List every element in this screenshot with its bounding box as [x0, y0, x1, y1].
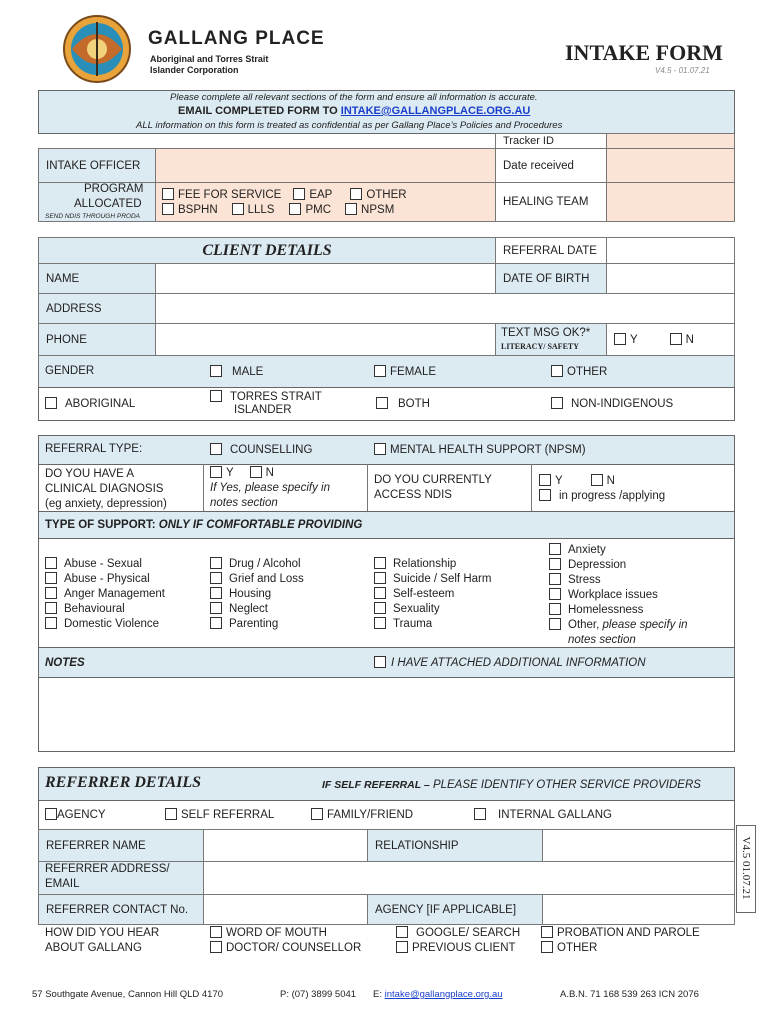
support-checkbox[interactable] — [549, 588, 561, 600]
referrer-address-label-2: EMAIL — [45, 878, 80, 890]
ndis-no-label: N — [606, 475, 615, 487]
npsm-label: NPSM — [361, 204, 395, 216]
internal-option — [474, 808, 612, 821]
healing-team-field[interactable] — [606, 182, 735, 222]
both-label: BOTH — [398, 398, 430, 410]
diagnosis-col-divider — [203, 464, 204, 512]
notice-line-2 — [178, 105, 530, 117]
gender-female — [374, 365, 436, 378]
program-options-row-1 — [162, 188, 407, 201]
support-other-note: please specify in — [602, 619, 688, 631]
ndis-label-1: DO YOU CURRENTLY — [374, 474, 492, 486]
text-msg-yes-label: Y — [630, 334, 638, 346]
support-checkbox[interactable] — [374, 587, 386, 599]
support-checkbox[interactable] — [549, 573, 561, 585]
diagnosis-yes-label: Y — [226, 467, 234, 479]
send-ndis-note: SEND NDIS THROUGH PRODA — [45, 213, 140, 220]
mental-health-label: MENTAL HEALTH SUPPORT (NPSM) — [390, 444, 586, 456]
agency-label: AGENCY — [57, 809, 106, 821]
support-col-1 — [45, 557, 165, 632]
diagnosis-yes-checkbox[interactable] — [210, 466, 222, 478]
phone-label: PHONE — [46, 333, 87, 346]
support-label: Suicide / Self Harm — [393, 573, 492, 585]
support-label: Behavioural — [64, 603, 125, 615]
hear-col-2 — [396, 926, 520, 956]
footer-phone: P: (07) 3899 5041 — [280, 989, 357, 1000]
support-col-3 — [374, 557, 491, 632]
support-item — [374, 602, 491, 617]
intake-officer-label: INTAKE OFFICER — [46, 159, 141, 172]
aboriginal-option — [45, 397, 135, 410]
word-of-mouth-option — [210, 926, 361, 941]
both-option — [376, 397, 430, 410]
support-checkbox[interactable] — [45, 602, 57, 614]
support-label: Sexuality — [393, 603, 440, 615]
family-option — [311, 808, 413, 821]
counselling-label: COUNSELLING — [230, 444, 313, 456]
fee-for-service-label: FEE FOR SERVICE — [178, 189, 282, 201]
diagnosis-note-2: notes section — [210, 497, 278, 509]
previous-client-label: PREVIOUS CLIENT — [412, 942, 516, 954]
support-checkbox[interactable] — [210, 602, 222, 614]
support-type-title — [45, 519, 362, 531]
support-other-checkbox[interactable] — [549, 618, 561, 630]
diagnosis-options — [210, 466, 274, 479]
ndis-progress-label: in progress /applying — [559, 490, 666, 502]
probation-option — [541, 926, 700, 941]
support-label: Stress — [568, 574, 601, 586]
non-indigenous-label: NON-INDIGENOUS — [571, 398, 674, 410]
self-referral-note-bold: IF SELF REFERRAL – — [322, 779, 430, 791]
support-item — [45, 602, 165, 617]
support-item — [45, 572, 165, 587]
support-label: Anger Management — [64, 588, 166, 600]
ndis-options — [539, 474, 615, 487]
notice-line-3: ALL information on this form is treated as confidential as per Gallang Place’s Policies and Procedures — [136, 120, 563, 131]
ndis-label-2: ACCESS NDIS — [374, 489, 452, 501]
support-label: Abuse - Physical — [64, 573, 150, 585]
self-referral-option — [165, 808, 274, 821]
gender-other — [551, 365, 607, 378]
support-checkbox[interactable] — [549, 558, 561, 570]
family-label: FAMILY/FRIEND — [327, 809, 414, 821]
self-referral-checkbox[interactable] — [165, 808, 177, 820]
support-checkbox[interactable] — [374, 557, 386, 569]
diagnosis-label-2: CLINICAL DIAGNOSIS — [45, 483, 164, 495]
support-other-label: Other, — [568, 619, 603, 631]
referrer-name-label-cell — [38, 829, 204, 862]
diagnosis-note-1: If Yes, please specify in — [210, 482, 330, 494]
support-item — [549, 603, 688, 618]
form-title: INTAKE FORM — [565, 40, 723, 65]
tracker-id-field[interactable] — [606, 133, 735, 149]
npsm-checkbox[interactable] — [345, 203, 357, 215]
support-item — [549, 558, 688, 573]
version-label: V4.5 - 01.07.21 — [655, 66, 710, 75]
support-item — [549, 588, 688, 603]
female-checkbox[interactable] — [374, 365, 386, 377]
doctor-label: DOCTOR/ COUNSELLOR — [226, 942, 362, 954]
referral-date-label: REFERRAL DATE — [503, 244, 597, 257]
support-col-4 — [549, 543, 688, 648]
support-label: Anxiety — [568, 544, 606, 556]
support-label: Abuse - Sexual — [64, 558, 142, 570]
previous-client-option — [396, 941, 520, 956]
male-checkbox[interactable] — [210, 365, 222, 377]
google-label: GOOGLE/ SEARCH — [416, 927, 521, 939]
doctor-option — [210, 941, 361, 956]
footer-email-label: E: — [373, 989, 385, 1000]
notice-email-prefix: EMAIL COMPLETED FORM TO — [178, 105, 341, 117]
ndis-progress-checkbox[interactable] — [539, 489, 551, 501]
support-item — [549, 543, 688, 558]
support-other-note-2: notes section — [568, 634, 636, 646]
self-referral-note-italic: PLEASE IDENTIFY OTHER SERVICE PROVIDERS — [432, 779, 701, 791]
support-checkbox[interactable] — [45, 617, 57, 629]
tracker-id-label: Tracker ID — [503, 135, 554, 147]
support-item — [45, 617, 165, 632]
diagnosis-label-3: (eg anxiety, depression) — [45, 498, 167, 510]
mental-health-option — [374, 443, 586, 456]
gender-label: GENDER — [45, 365, 95, 377]
support-label: Drug / Alcohol — [229, 558, 301, 570]
non-indigenous-option — [551, 397, 673, 410]
agency-if-label: AGENCY [IF APPLICABLE] — [375, 903, 517, 916]
support-label: Depression — [568, 559, 627, 571]
hear-col-3 — [541, 926, 700, 956]
intake-officer-label-cell — [38, 148, 156, 183]
support-checkbox[interactable] — [210, 572, 222, 584]
diagnosis-no-checkbox[interactable] — [250, 466, 262, 478]
internal-label: INTERNAL GALLANG — [498, 809, 612, 821]
female-label: FEMALE — [390, 366, 437, 378]
tsi-checkbox[interactable] — [210, 390, 222, 402]
support-checkbox[interactable] — [374, 602, 386, 614]
self-referral-label: SELF REFERRAL — [181, 809, 275, 821]
text-msg-options — [614, 333, 694, 346]
fee-for-service-checkbox[interactable] — [162, 188, 174, 200]
diagnosis-no-label: N — [265, 467, 274, 479]
eap-label: EAP — [309, 189, 333, 201]
support-checkbox[interactable] — [45, 587, 57, 599]
support-item — [210, 602, 304, 617]
support-item — [210, 617, 304, 632]
support-checkbox[interactable] — [374, 617, 386, 629]
notes-field[interactable] — [38, 677, 735, 752]
text-msg-yes-checkbox[interactable] — [614, 333, 626, 345]
agency-option — [45, 808, 106, 821]
footer-email-link[interactable]: intake@gallangplace.org.au — [384, 989, 503, 1000]
ndis-no-checkbox[interactable] — [591, 474, 603, 486]
referrer-name-label: REFERRER NAME — [46, 839, 146, 852]
allocated-label: ALLOCATED — [74, 198, 142, 210]
referrer-contact-label-cell — [38, 894, 204, 925]
support-label: Trauma — [393, 618, 433, 630]
date-received-label-cell — [495, 148, 607, 183]
gender-other-checkbox[interactable] — [551, 365, 563, 377]
hear-other-label: OTHER — [557, 942, 598, 954]
llls-label: LLLS — [247, 204, 275, 216]
support-item — [210, 587, 304, 602]
side-version-label: V4.5 01.07.21 — [740, 836, 752, 900]
program-label: PROGRAM — [84, 183, 144, 195]
relationship-field[interactable] — [542, 829, 735, 862]
ndis-yes-label: Y — [555, 475, 563, 487]
support-checkbox[interactable] — [210, 557, 222, 569]
hear-other-option — [541, 941, 700, 956]
support-label: Parenting — [229, 618, 279, 630]
referrer-title: REFERRER DETAILS — [45, 774, 202, 791]
tsi-label-1: TORRES STRAIT — [230, 391, 322, 403]
google-option — [396, 926, 520, 941]
name-field[interactable] — [155, 263, 496, 294]
mental-health-checkbox[interactable] — [374, 443, 386, 455]
non-indigenous-checkbox[interactable] — [551, 397, 563, 409]
notice-email-link[interactable]: INTAKE@GALLANGPLACE.ORG.AU — [340, 105, 531, 117]
literacy-safety-label: LITERACY/ SAFETY — [501, 342, 580, 351]
support-item — [374, 557, 491, 572]
intake-officer-field[interactable] — [155, 148, 496, 183]
diagnosis-label — [45, 467, 167, 512]
referrer-address-label-1: REFERRER ADDRESS/ — [45, 863, 170, 875]
self-referral-note — [322, 779, 701, 791]
attached-label: I HAVE ATTACHED ADDITIONAL INFORMATION — [391, 657, 646, 669]
name-label: NAME — [46, 272, 80, 285]
male-label: MALE — [232, 366, 264, 378]
word-of-mouth-label: WORD OF MOUTH — [226, 927, 327, 939]
program-options-row-2 — [162, 203, 394, 216]
text-msg-no-checkbox[interactable] — [670, 333, 682, 345]
internal-checkbox[interactable] — [474, 808, 486, 820]
gender-male — [210, 365, 263, 378]
tracker-id-cell[interactable] — [495, 133, 607, 149]
aboriginal-label: ABORIGINAL — [65, 398, 136, 410]
support-item — [45, 587, 165, 602]
support-checkbox[interactable] — [549, 603, 561, 615]
support-checkbox[interactable] — [210, 617, 222, 629]
phone-field[interactable] — [155, 323, 496, 356]
hear-label-1: HOW DID YOU HEAR — [45, 927, 160, 939]
doctor-checkbox[interactable] — [210, 941, 222, 953]
support-label: Homelessness — [568, 604, 644, 616]
footer-abn: A.B.N. 71 168 539 263 ICN 2076 — [560, 989, 699, 1000]
address-field[interactable] — [155, 293, 735, 324]
pmc-checkbox[interactable] — [289, 203, 301, 215]
address-label: ADDRESS — [46, 302, 102, 315]
tsi-label-2: ISLANDER — [234, 404, 292, 416]
footer-email — [373, 989, 503, 1000]
other-program-checkbox[interactable] — [350, 188, 362, 200]
dob-field[interactable] — [606, 263, 735, 294]
tsi-option — [210, 390, 322, 403]
eap-checkbox[interactable] — [293, 188, 305, 200]
both-checkbox[interactable] — [376, 397, 388, 409]
counselling-option — [210, 443, 312, 456]
address-label-cell — [38, 293, 156, 324]
word-of-mouth-checkbox[interactable] — [210, 926, 222, 938]
dob-label: DATE OF BIRTH — [503, 272, 590, 285]
support-item — [374, 572, 491, 587]
healing-team-label: HEALING TEAM — [503, 196, 589, 208]
text-msg-label: TEXT MSG OK?* — [501, 327, 591, 339]
referral-date-label-cell — [495, 237, 607, 264]
name-label-cell — [38, 263, 156, 294]
ndis-answer-divider — [531, 464, 532, 512]
relationship-label-cell — [367, 829, 543, 862]
support-item — [210, 572, 304, 587]
llls-checkbox[interactable] — [232, 203, 244, 215]
notes-label: NOTES — [45, 657, 85, 669]
notice-line-1: Please complete all relevant sections of the form and ensure all information is accurate. — [170, 92, 538, 103]
date-received-field[interactable] — [606, 148, 735, 183]
healing-team-label-cell — [495, 182, 607, 222]
support-item — [374, 617, 491, 632]
footer-address: 57 Southgate Avenue, Cannon Hill QLD 4170 — [32, 989, 224, 1000]
support-title-italic: ONLY IF COMFORTABLE PROVIDING — [158, 519, 363, 531]
referrer-contact-field[interactable] — [203, 894, 368, 925]
logo — [52, 14, 142, 84]
support-item — [374, 587, 491, 602]
bsphn-label: BSPHN — [178, 204, 218, 216]
agency-if-label-cell — [367, 894, 543, 925]
referrer-name-field[interactable] — [203, 829, 368, 862]
support-label: Relationship — [393, 558, 457, 570]
support-col-2 — [210, 557, 304, 632]
attached-checkbox[interactable] — [374, 656, 386, 668]
ndis-col-divider — [367, 464, 368, 512]
support-label: Domestic Violence — [64, 618, 160, 630]
gender-other-label: OTHER — [567, 366, 608, 378]
agency-checkbox[interactable] — [45, 808, 57, 820]
phone-label-cell — [38, 323, 156, 356]
google-checkbox[interactable] — [396, 926, 408, 938]
client-details-header — [38, 237, 496, 264]
support-label: Neglect — [229, 603, 268, 615]
referral-type-label: REFERRAL TYPE: — [45, 443, 143, 455]
referrer-address-field[interactable] — [203, 861, 735, 895]
bsphn-checkbox[interactable] — [162, 203, 174, 215]
text-msg-no-label: N — [685, 334, 694, 346]
attached-option — [374, 656, 646, 669]
support-checkbox[interactable] — [549, 543, 561, 555]
support-item — [549, 573, 688, 588]
previous-client-checkbox[interactable] — [396, 941, 408, 953]
other-program-label: OTHER — [366, 189, 407, 201]
probation-checkbox[interactable] — [541, 926, 553, 938]
support-checkbox[interactable] — [45, 572, 57, 584]
aboriginal-checkbox[interactable] — [45, 397, 57, 409]
hear-col-1 — [210, 926, 361, 956]
org-subtitle-2: Islander Corporation — [150, 65, 239, 75]
org-name: GALLANG PLACE — [148, 28, 325, 49]
counselling-checkbox[interactable] — [210, 443, 222, 455]
hear-other-checkbox[interactable] — [541, 941, 553, 953]
support-label: Housing — [229, 588, 272, 600]
ndis-yes-checkbox[interactable] — [539, 474, 551, 486]
support-label: Self-esteem — [393, 588, 455, 600]
pmc-label: PMC — [305, 204, 332, 216]
dob-label-cell — [495, 263, 607, 294]
probation-label: PROBATION AND PAROLE — [557, 927, 700, 939]
client-details-title: CLIENT DETAILS — [202, 241, 332, 259]
support-item-other — [549, 618, 688, 633]
referrer-contact-label: REFERRER CONTACT No. — [46, 903, 189, 916]
ndis-progress-option — [539, 489, 665, 502]
support-checkbox[interactable] — [210, 587, 222, 599]
relationship-label: RELATIONSHIP — [375, 839, 459, 852]
hear-label-2: ABOUT GALLANG — [45, 942, 142, 954]
support-checkbox[interactable] — [45, 557, 57, 569]
support-item — [45, 557, 165, 572]
support-title-bold: TYPE OF SUPPORT: — [45, 519, 156, 531]
date-received-label: Date received — [503, 159, 574, 172]
referral-date-field[interactable] — [606, 237, 735, 264]
support-item — [210, 557, 304, 572]
family-checkbox[interactable] — [311, 808, 323, 820]
diagnosis-label-1: DO YOU HAVE A — [45, 468, 135, 480]
support-label: Grief and Loss — [229, 573, 304, 585]
support-label: Workplace issues — [568, 589, 658, 601]
org-subtitle-1: Aboriginal and Torres Strait — [150, 54, 269, 64]
support-checkbox[interactable] — [374, 572, 386, 584]
agency-if-field[interactable] — [542, 894, 735, 925]
